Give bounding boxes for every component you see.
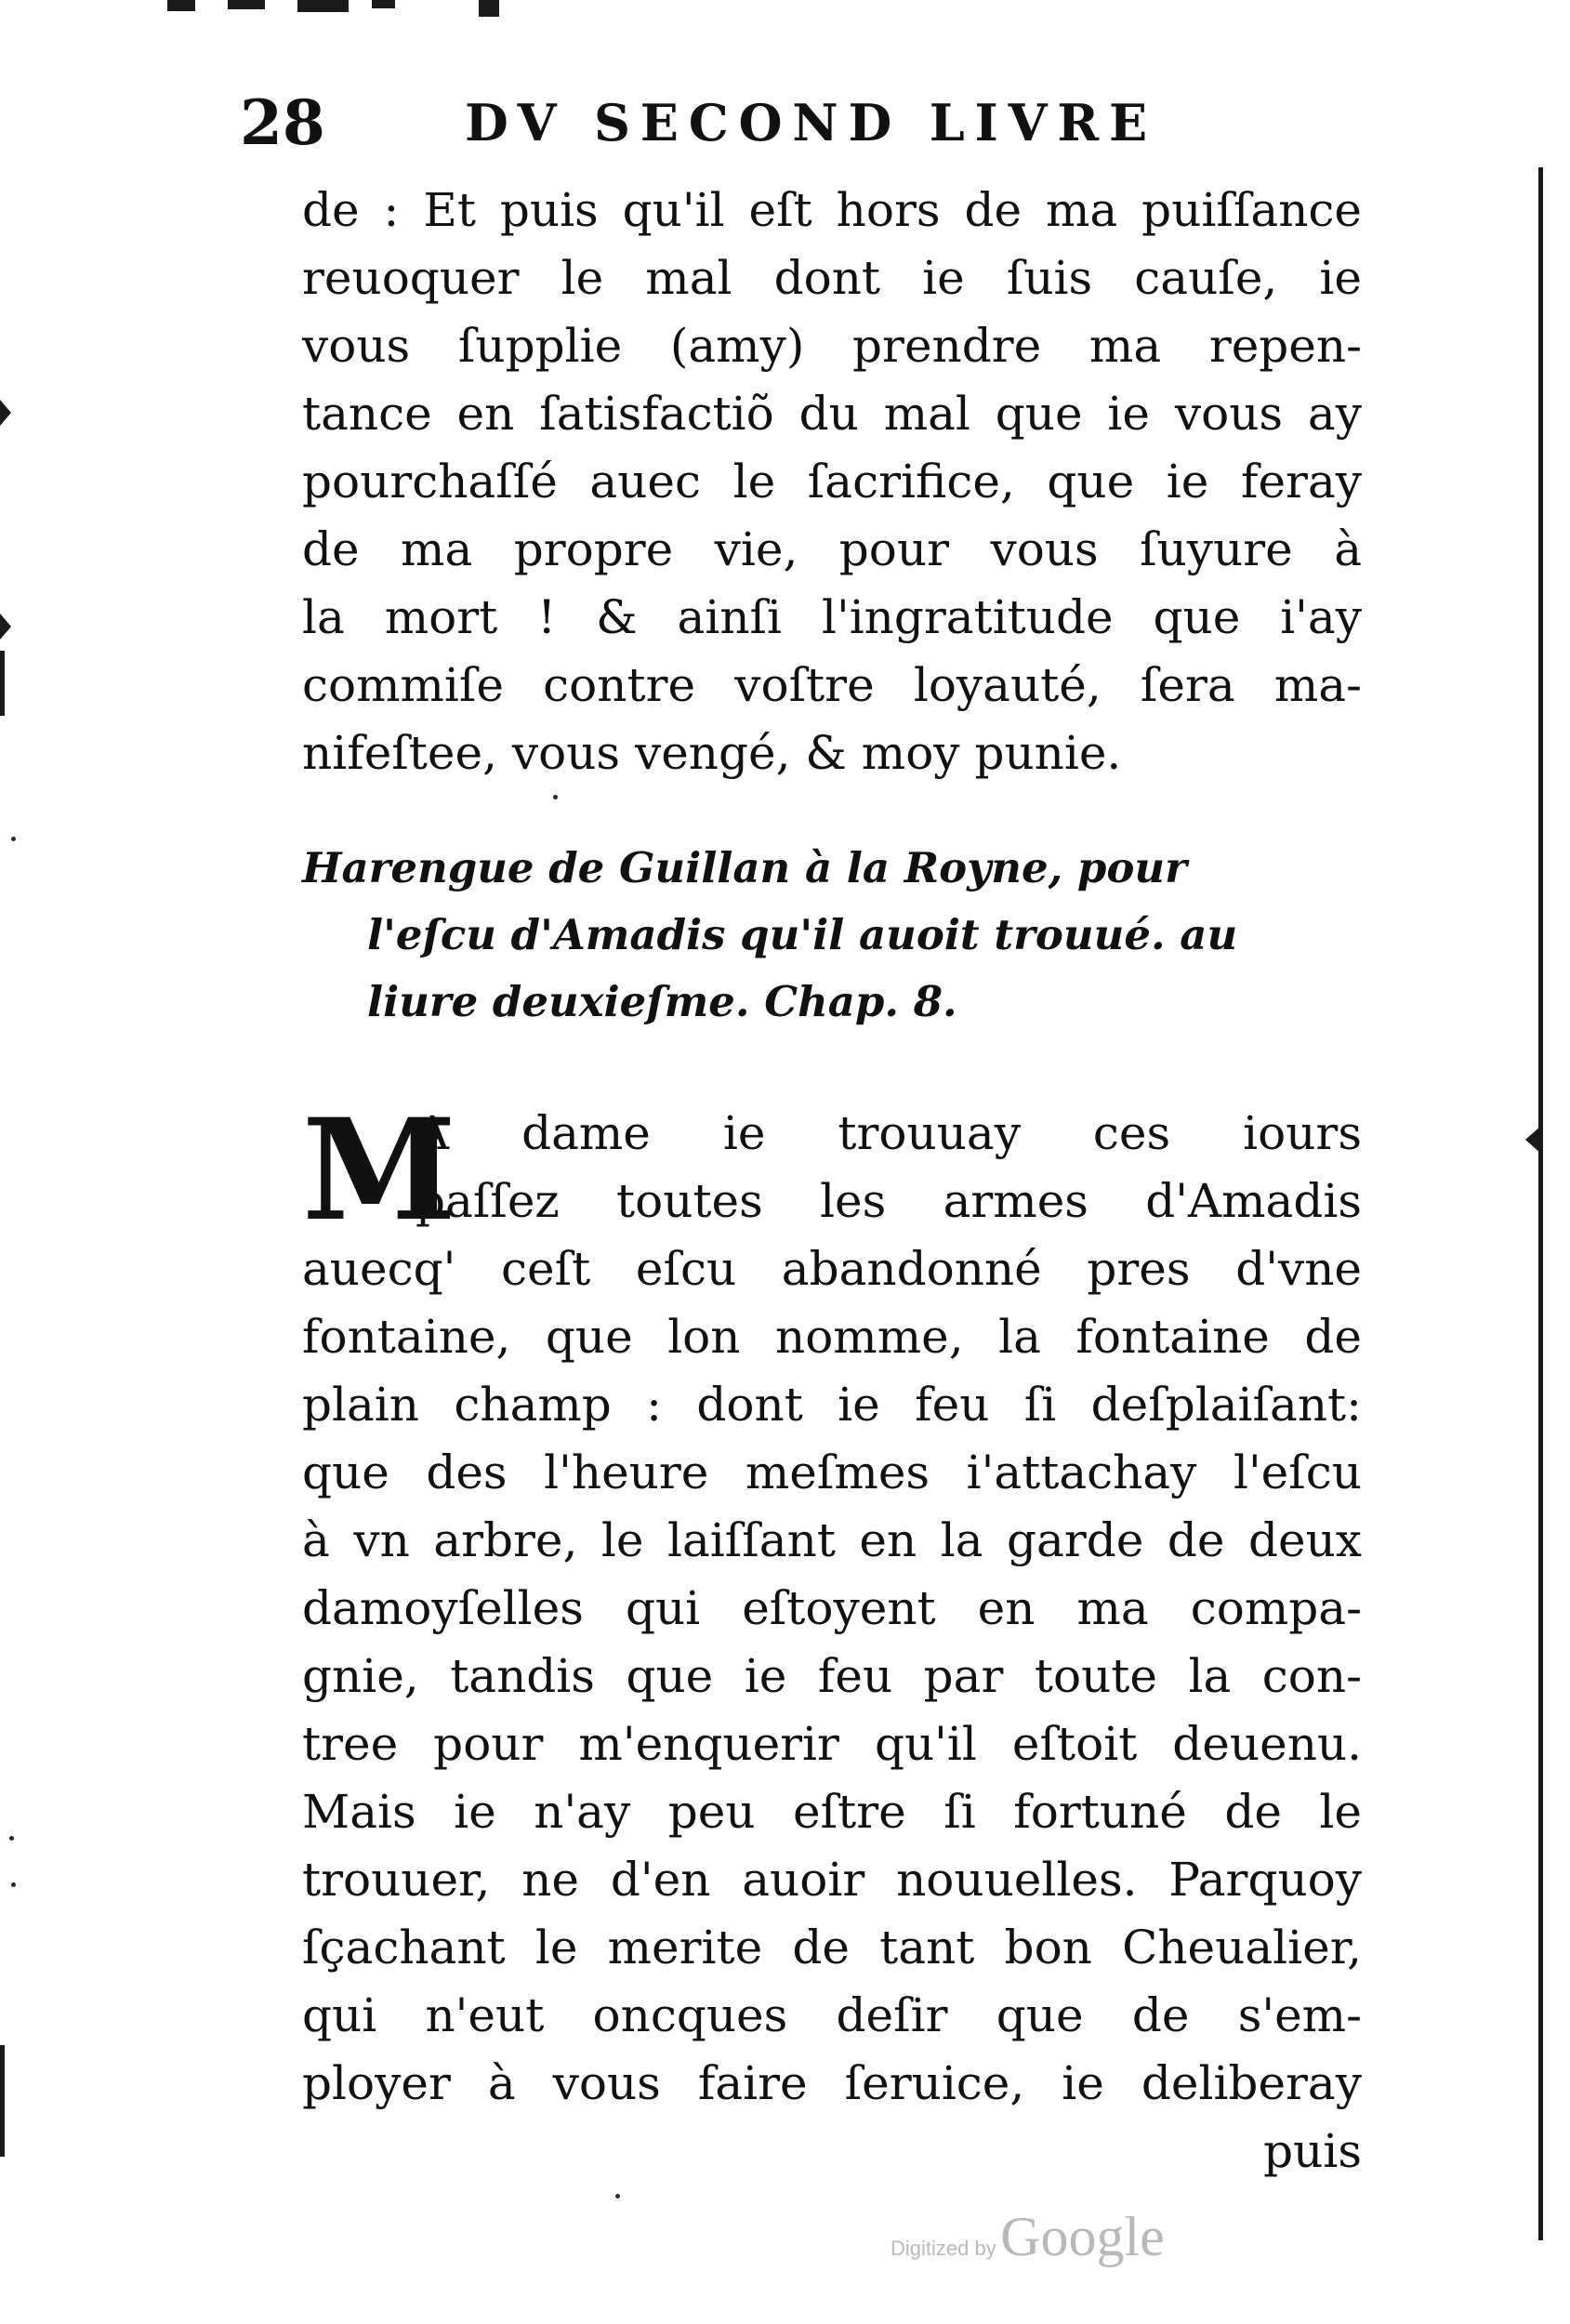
chapter-heading — [302, 835, 1325, 1036]
top-edge-ink-bleed — [0, 0, 1570, 26]
right-margin-shadow — [1538, 167, 1543, 2240]
text-line: auecq' ceſt eſcu abandonné pres d'vne — [302, 1242, 1362, 1296]
text-line: tance en ſatisfactiõ du mal que ie vous ay — [302, 387, 1362, 441]
text-line: trouuer, ne d'en auoir nouuelles. Parquoy — [302, 1853, 1362, 1907]
left-margin-notch — [0, 614, 11, 640]
text-line: nifeſtee, vous vengé, & moy punie. — [302, 726, 1122, 780]
text-line: à vn arbre, le laiſſant en la garde de deux — [302, 1513, 1362, 1567]
text-line: plain champ : dont ie feu ſi deſplaiſant: — [302, 1378, 1362, 1432]
right-margin-notch — [1525, 1125, 1542, 1155]
scan-speck — [615, 2194, 620, 2199]
text-line: ployer à vous faire ſeruice, ie deliberay — [302, 2056, 1362, 2110]
text-line: la mort ! & ainſi l'ingratitude que i'ay — [302, 590, 1362, 644]
text-line: fontaine, que lon nomme, la fontaine de — [302, 1310, 1362, 1364]
catchword: puis — [1263, 2124, 1362, 2178]
text-line: que des l'heure meſmes i'attachay l'eſcu — [302, 1446, 1362, 1499]
text-line: qui n'eut oncques deſir que de s'em- — [302, 1988, 1362, 2042]
left-margin-notch — [0, 400, 11, 426]
watermark-prefix: Digitized by — [891, 2237, 996, 2260]
text-line: paſſez toutes les armes d'Amadis — [416, 1174, 1362, 1228]
text-line: tree pour m'enquerir qu'il eſtoit deuenu. — [302, 1717, 1362, 1771]
text-line: Mais ie n'ay peu eſtre ſi fortuné de le — [302, 1785, 1362, 1839]
running-title: DV SECOND LIVRE — [465, 93, 1157, 152]
heading-line: Harengue de Guillan à la Royne, pour — [302, 843, 1187, 892]
left-margin-shadow — [0, 651, 5, 716]
scan-speck — [11, 1882, 16, 1887]
text-line: damoyſelles qui eſtoyent en ma compa- — [302, 1581, 1362, 1635]
scan-speck — [11, 837, 16, 841]
page-number: 28 — [240, 86, 325, 159]
speech-paragraph — [302, 1089, 1362, 2185]
text-line: ſçachant le merite de tant bon Cheualier, — [302, 1921, 1362, 1974]
text-line: pourchaſſé auec le ſacrifice, que ie feray — [302, 455, 1362, 508]
scan-speck — [9, 1836, 14, 1841]
text-line: reuoquer le mal dont ie ſuis cauſe, ie — [302, 251, 1362, 305]
text-line: de : Et puis qu'il eſt hors de ma puiſſance — [302, 183, 1362, 237]
scan-speck — [553, 795, 558, 799]
running-head — [240, 86, 1169, 160]
text-line: commiſe contre voſtre loyauté, ſera ma- — [302, 658, 1362, 712]
drop-capital: M — [302, 1089, 457, 1252]
paragraph-continuation — [302, 177, 1362, 787]
text-line: gnie, tandis que ie feu par toute la con- — [302, 1649, 1362, 1703]
digitized-watermark — [891, 2205, 1165, 2269]
text-line: de ma propre vie, pour vous ſuyure à — [302, 522, 1362, 576]
text-line: vous ſupplie (amy) prendre ma repen- — [302, 319, 1362, 373]
heading-line: l'eſcu d'Amadis qu'il auoit trouué. au — [367, 910, 1238, 959]
text-line: A dame ie trouuay ces iours — [416, 1106, 1362, 1160]
watermark-brand: Google — [1000, 2206, 1165, 2267]
left-margin-shadow — [0, 2045, 5, 2157]
heading-line: liure deuxieſme. Chap. 8. — [367, 977, 957, 1026]
